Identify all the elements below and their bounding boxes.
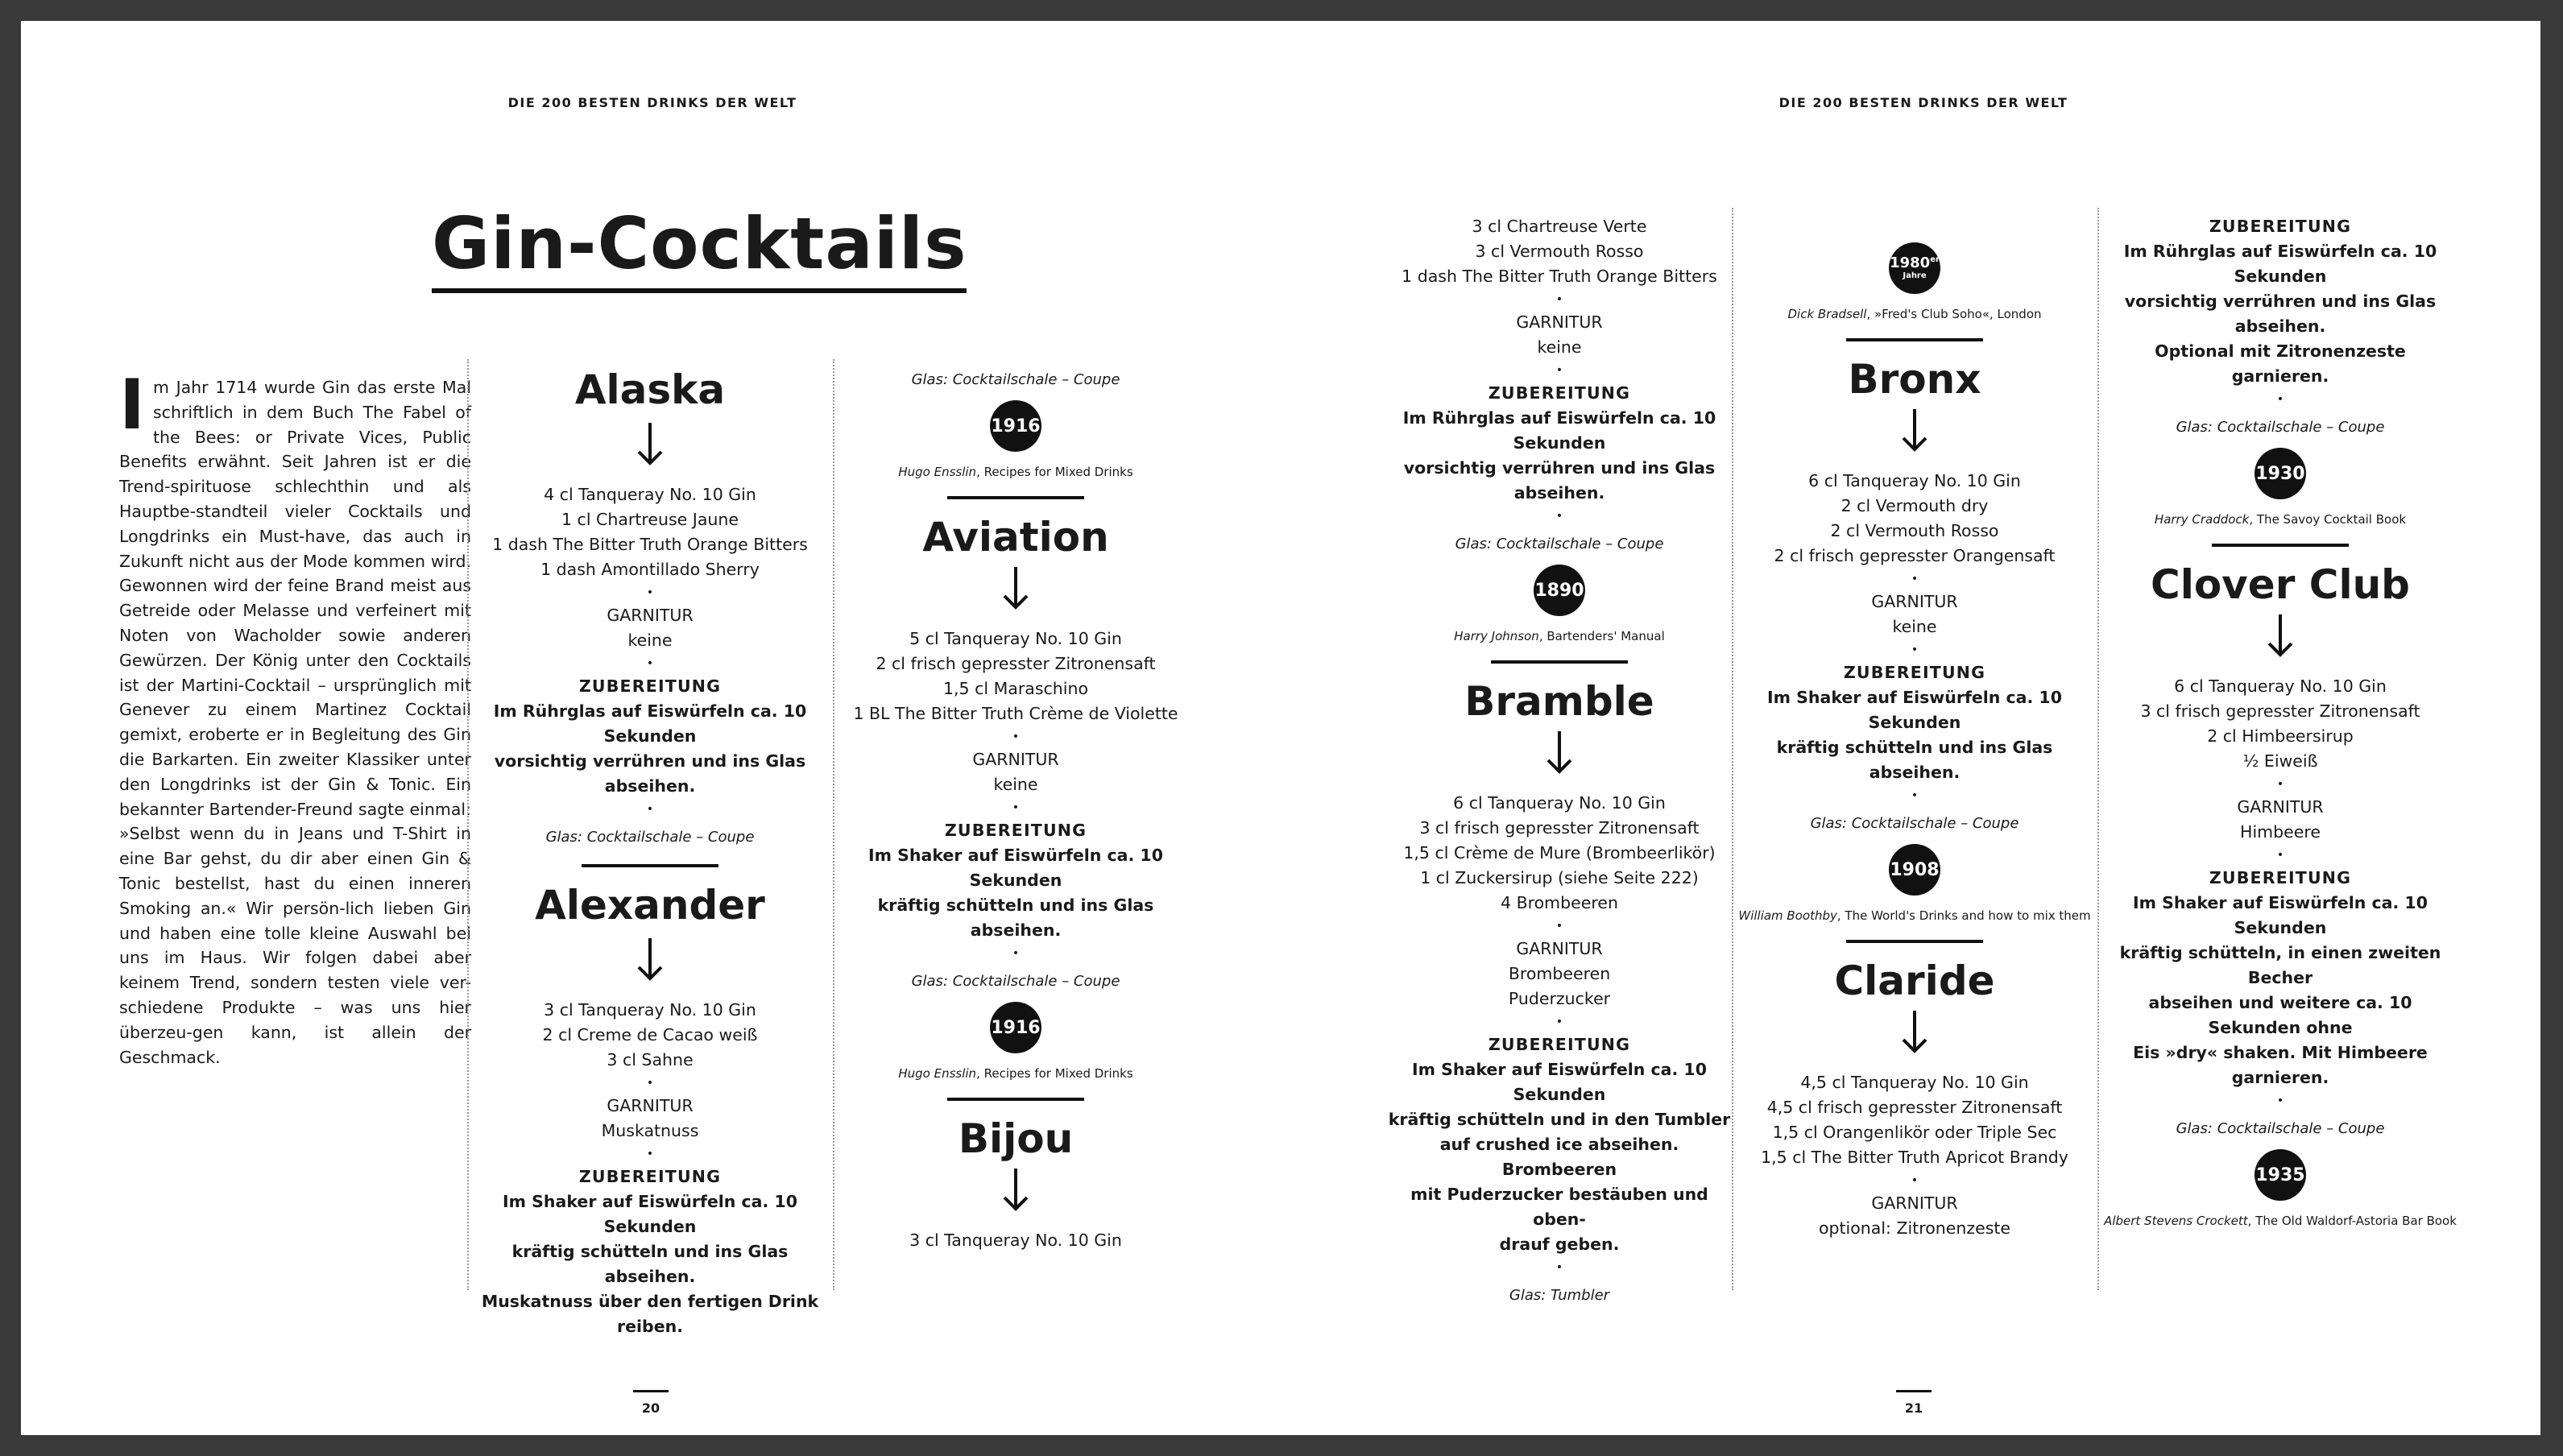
preparation-line: mit Puderzucker bestäuben und oben- [1410, 1185, 1708, 1229]
bullet: • [1911, 573, 1919, 585]
preparation-label: ZUBEREITUNG [1488, 383, 1631, 403]
preparation-line: auf crushed ice abseihen. Brombeeren [1439, 1135, 1679, 1179]
arrow-down-icon [474, 420, 826, 471]
glass-type: Glas: Cocktailschale – Coupe [911, 371, 1120, 388]
source-book: , »Fred's Club Soho«, London [1866, 307, 2042, 321]
ingredient: 1 cl Chartreuse Jaune [561, 510, 739, 529]
preparation-line: vorsichtig verrühren und ins Glas abseihen. [2124, 292, 2437, 336]
ingredient: 1,5 cl Orangenlikör oder Triple Sec [1772, 1123, 2057, 1142]
arrow-down-icon [1387, 728, 1732, 780]
column-divider [1732, 208, 1733, 1290]
source-author: Albert Stevens Crockett [2104, 1214, 2248, 1228]
preparation-line: Im Rührglas auf Eiswürfeln ca. 10 Sekunden [1402, 408, 1716, 453]
recipe-source [1387, 624, 1732, 649]
folio-rule [1896, 1390, 1932, 1392]
running-header-left: DIE 200 BESTEN DRINKS DER WELT [507, 95, 797, 110]
bullet: • [2276, 1094, 2284, 1107]
recipe-column-clover-club [2104, 214, 2457, 1242]
preparation-label: ZUBEREITUNG [2209, 868, 2352, 887]
bullet: • [1555, 293, 1563, 306]
bullet: • [2276, 778, 2284, 791]
recipe-source [2104, 1209, 2457, 1234]
garnish-label: GARNITUR [607, 606, 694, 625]
bullet: • [1555, 364, 1563, 377]
preparation-line: drauf geben. [1499, 1235, 1620, 1254]
recipe-column-alaska-alexander [474, 355, 826, 1339]
preparation-label: ZUBEREITUNG [578, 676, 722, 696]
year-badge: 1930 [2255, 448, 2306, 499]
recipe-separator [1491, 660, 1628, 664]
recipe-source [2104, 507, 2457, 532]
garnish-value: Brombeeren [1508, 964, 1611, 983]
garnish-value: Himbeere [2240, 822, 2321, 842]
ingredient: ½ Eiweiß [2242, 751, 2318, 771]
bullet: • [1555, 1015, 1563, 1028]
ingredient: 3 cl Tanqueray No. 10 Gin [909, 1231, 1122, 1250]
recipe-separator [947, 1098, 1084, 1101]
chapter-title [432, 202, 967, 293]
preparation-label: ZUBEREITUNG [1488, 1035, 1631, 1054]
preparation-line: Optional mit Zitronenzeste garnieren. [2155, 341, 2406, 386]
source-book: , Recipes for Mixed Drinks [976, 465, 1133, 479]
garnish-value: keine [1537, 337, 1582, 357]
recipe-column-bronx-claride [1738, 234, 2091, 1241]
glass-type: Glas: Cocktailschale – Coupe [2176, 419, 2385, 436]
page-number-left [627, 1390, 675, 1416]
page-number-text: 21 [1904, 1400, 1923, 1416]
ingredient: 4 cl Tanqueray No. 10 Gin [544, 485, 756, 504]
preparation-line: kräftig schütteln und ins Glas abseihen. [1776, 738, 2053, 782]
garnish-value: keine [627, 631, 673, 650]
source-author: Dick Bradsell [1787, 307, 1867, 321]
bullet: • [1012, 947, 1020, 960]
arrow-down-icon [1738, 1007, 2091, 1059]
bullet: • [1555, 920, 1563, 933]
ingredient: 1,5 cl Crème de Mure (Brombeerlikör) [1403, 843, 1716, 862]
intro-paragraph [119, 365, 471, 1069]
source-author: Harry Craddock [2154, 512, 2250, 527]
glass-type: Glas: Cocktailschale – Coupe [1810, 815, 2019, 832]
ingredient: 2 cl Himbeersirup [2207, 726, 2354, 746]
arrow-down-icon [474, 935, 826, 987]
source-book: , The Old Waldorf-Astoria Bar Book [2247, 1214, 2457, 1228]
preparation-line: Muskatnuss über den fertigen Drink reiben. [481, 1292, 819, 1336]
preparation-line: Im Rührglas auf Eiswürfeln ca. 10 Sekunden [2123, 242, 2437, 286]
source-book: , The Savoy Cocktail Book [2249, 512, 2407, 527]
ingredient: 6 cl Tanqueray No. 10 Gin [1808, 471, 2021, 490]
preparation-label: ZUBEREITUNG [1843, 663, 1986, 682]
ingredient: 3 cl Vermouth Rosso [1475, 242, 1644, 261]
recipe-title-bronx: Bronx [1848, 356, 1981, 403]
garnish-label: GARNITUR [972, 750, 1059, 769]
bullet: • [1012, 730, 1020, 743]
ingredient: 1 dash Amontillado Sherry [540, 560, 760, 579]
preparation-line: kräftig schütteln und ins Glas abseihen. [877, 896, 1154, 940]
year-badge: 1890 [1534, 565, 1585, 616]
year-badge: 1935 [2255, 1149, 2306, 1201]
recipe-column-bijou-bramble [1387, 214, 1732, 1322]
title-underline [432, 288, 967, 293]
preparation-line: Eis »dry« shaken. Mit Himbeere garnieren. [2133, 1043, 2428, 1087]
source-book: , Bartenders' Manual [1538, 629, 1665, 643]
garnish-value: keine [1892, 617, 1937, 636]
bullet: • [1555, 510, 1563, 523]
preparation-label: ZUBEREITUNG [944, 821, 1087, 840]
preparation-line: Im Shaker auf Eiswürfeln ca. 10 Sekunden [1767, 688, 2062, 732]
intro-text: m Jahr 1714 wurde Gin das erste Mal schriftlich in dem Buch The Fabel of the Bees: or Private Vices, Public Benefits erwähnt. Seit Jahren ist er die Trend-spirituose schlechthin und als Hauptbe-standteil vieler Cocktails und Longdrinks ein Must-have, das auch in Zukunft nicht aus der Mode kommen wird. Gewonnen wird der feine Brand meist aus Getreide oder Melasse und verfeinert mit Noten von Wacholder sowie anderen Gewürzen. Der König unter den Cocktails ist der Martini-Cocktail – ursprünglich mit Genever zu einem Martinez Cocktail gemixt, eroberte er in Begleitung des Gin die Barkarten. Ein zweiter Klassiker unter den Longdrinks ist der Gin & Tonic. Ein bekannter Bartender-Freund sagte einmal: »Selbst wenn du in Jeans und T-Shirt in eine Bar gehst, du dir aber einen Gin & Tonic bestellst, hast du einen inneren Smoking an.« Wir persön-lich lieben Gin und haben eine tolle kleine Auswahl bei uns im Haus. Wir folgen dabei aber keinem Trend, sondern testen viele ver-schiedene Produkte – was uns hier überzeu-gen kann, ist allein der Geschmack. [119, 378, 471, 1067]
preparation-line: vorsichtig verrühren und ins Glas abseihen. [494, 751, 806, 796]
drop-cap: I [119, 365, 145, 445]
arrow-down-icon [1738, 406, 2091, 457]
glass-type: Glas: Cocktailschale – Coupe [2176, 1120, 2385, 1137]
ingredient: 2 cl frisch gepresster Zitronensaft [876, 654, 1156, 673]
bullet: • [646, 1077, 654, 1090]
year-badge: 1908 [1889, 844, 1940, 896]
preparation-line: Im Rührglas auf Eiswürfeln ca. 10 Sekunden [493, 701, 807, 746]
garnish-label: GARNITUR [2237, 797, 2324, 817]
bullet: • [2276, 393, 2284, 406]
ingredient: 1 dash The Bitter Truth Orange Bitters [1402, 267, 1717, 286]
source-book: , Recipes for Mixed Drinks [976, 1066, 1133, 1081]
page-number-right [1890, 1390, 1938, 1416]
running-header-right: DIE 200 BESTEN DRINKS DER WELT [1778, 95, 2068, 110]
recipe-title-alaska: Alaska [574, 366, 726, 413]
ingredient: 2 cl Vermouth dry [1840, 496, 1989, 515]
bullet: • [1911, 643, 1919, 656]
bullet: • [2276, 849, 2284, 862]
arrow-down-icon [2104, 611, 2457, 663]
ingredient: 1,5 cl Maraschino [942, 679, 1088, 698]
ingredient: 1 dash The Bitter Truth Orange Bitters [492, 535, 808, 554]
chapter-title-text: Gin-Cocktails [432, 202, 967, 285]
ingredient: 1 BL The Bitter Truth Crème de Violette [853, 704, 1178, 723]
ingredient: 3 cl frisch gepresster Zitronensaft [2140, 701, 2420, 721]
garnish-label: GARNITUR [1871, 592, 1958, 611]
ingredient: 1,5 cl The Bitter Truth Apricot Brandy [1761, 1148, 2068, 1167]
book-spread [21, 21, 2540, 1435]
preparation-label: ZUBEREITUNG [2209, 217, 2352, 236]
recipe-title-clover-club: Clover Club [2151, 561, 2410, 608]
source-author: Harry Johnson [1454, 629, 1539, 643]
glass-type: Glas: Cocktailschale – Coupe [1455, 536, 1664, 552]
garnish-label: GARNITUR [1516, 312, 1603, 332]
recipe-source [1738, 302, 2091, 327]
folio-rule [633, 1390, 669, 1392]
preparation-line: kräftig schütteln und in den Tumbler [1388, 1110, 1731, 1129]
column-divider [833, 359, 834, 1290]
bullet: • [1911, 789, 1919, 802]
year-suffix: er [1930, 255, 1940, 264]
recipe-separator [1846, 940, 1983, 943]
recipe-source [839, 460, 1192, 485]
recipe-title-aviation: Aviation [922, 514, 1109, 560]
ingredient: 6 cl Tanqueray No. 10 Gin [1453, 793, 1666, 813]
recipe-separator [947, 496, 1084, 499]
column-divider [2097, 208, 2099, 1290]
ingredient: 3 cl Tanqueray No. 10 Gin [544, 1000, 756, 1020]
preparation-line: Im Shaker auf Eiswürfeln ca. 10 Sekunden [868, 846, 1163, 890]
ingredient: 2 cl frisch gepresster Orangensaft [1774, 546, 2056, 565]
ingredient: 4,5 cl frisch gepresster Zitronensaft [1766, 1098, 2063, 1117]
ingredient: 3 cl Sahne [607, 1050, 694, 1069]
page-number-text: 20 [641, 1400, 660, 1416]
preparation-line: vorsichtig verrühren und ins Glas abseihen. [1403, 458, 1716, 503]
preparation-line: Im Shaker auf Eiswürfeln ca. 10 Sekunden [503, 1192, 797, 1236]
garnish-value: Puderzucker [1508, 989, 1611, 1008]
source-author: Hugo Ensslin [898, 465, 977, 479]
glass-type: Glas: Cocktailschale – Coupe [911, 973, 1120, 990]
ingredient: 4,5 cl Tanqueray No. 10 Gin [1800, 1073, 2029, 1092]
recipe-column-aviation-bijou [839, 367, 1192, 1253]
source-author: Hugo Ensslin [898, 1066, 977, 1081]
preparation-line: abseihen und weitere ca. 10 Sekunden ohne [2148, 993, 2412, 1037]
garnish-value: keine [993, 775, 1038, 794]
column-divider [467, 359, 469, 1290]
recipe-title-claride: Claride [1834, 958, 1995, 1004]
glass-type: Glas: Tumbler [1509, 1287, 1610, 1304]
bullet: • [646, 1148, 654, 1160]
bullet: • [646, 803, 654, 816]
bullet: • [1555, 1261, 1563, 1274]
preparation-line: kräftig schütteln, in einen zweiten Becher [2119, 943, 2441, 987]
bullet: • [1911, 1174, 1919, 1187]
bullet: • [646, 657, 654, 670]
ingredient: 6 cl Tanqueray No. 10 Gin [2174, 676, 2387, 696]
recipe-source [1738, 904, 2091, 929]
bullet: • [646, 586, 654, 599]
recipe-separator [2212, 544, 2349, 547]
year-main [1890, 254, 1940, 270]
preparation-label: ZUBEREITUNG [578, 1167, 722, 1186]
arrow-down-icon [839, 1165, 1192, 1217]
preparation-line: Im Shaker auf Eiswürfeln ca. 10 Sekunden [1412, 1060, 1707, 1104]
recipe-title-alexander: Alexander [535, 882, 765, 929]
recipe-title-bijou: Bijou [958, 1115, 1074, 1162]
ingredient: 4 Brombeeren [1501, 893, 1618, 912]
glass-type: Glas: Cocktailschale – Coupe [545, 829, 755, 846]
preparation-line: Im Shaker auf Eiswürfeln ca. 10 Sekunden [2133, 893, 2428, 937]
arrow-down-icon [839, 564, 1192, 615]
ingredient: 5 cl Tanqueray No. 10 Gin [909, 629, 1122, 648]
garnish-value: Muskatnuss [601, 1121, 699, 1140]
ingredient: 2 cl Creme de Cacao weiß [542, 1025, 758, 1044]
year-badge: 1916 [990, 1002, 1041, 1053]
ingredient: 3 cl Chartreuse Verte [1472, 217, 1647, 236]
recipe-separator [582, 864, 718, 867]
source-book: , The World's Drinks and how to mix them [1836, 908, 2091, 923]
year-sub: Jahre [1903, 271, 1927, 280]
recipe-separator [1846, 338, 1983, 341]
ingredient: 1 cl Zuckersirup (siehe Seite 222) [1420, 868, 1699, 887]
year-digits: 1980 [1890, 254, 1931, 271]
ingredient: 3 cl frisch gepresster Zitronensaft [1419, 818, 1700, 838]
year-badge: 1916 [990, 400, 1041, 452]
preparation-line: kräftig schütteln und ins Glas abseihen. [511, 1242, 789, 1286]
ingredient: 2 cl Vermouth Rosso [1830, 521, 1999, 540]
bullet: • [1012, 801, 1020, 814]
source-author: William Boothby [1738, 908, 1837, 923]
garnish-label: GARNITUR [1871, 1193, 1958, 1213]
garnish-value: optional: Zitronenzeste [1818, 1218, 2011, 1238]
recipe-title-bramble: Bramble [1464, 678, 1654, 725]
garnish-label: GARNITUR [607, 1096, 694, 1115]
year-badge [1889, 242, 1940, 294]
garnish-label: GARNITUR [1516, 939, 1603, 958]
recipe-source [839, 1061, 1192, 1086]
